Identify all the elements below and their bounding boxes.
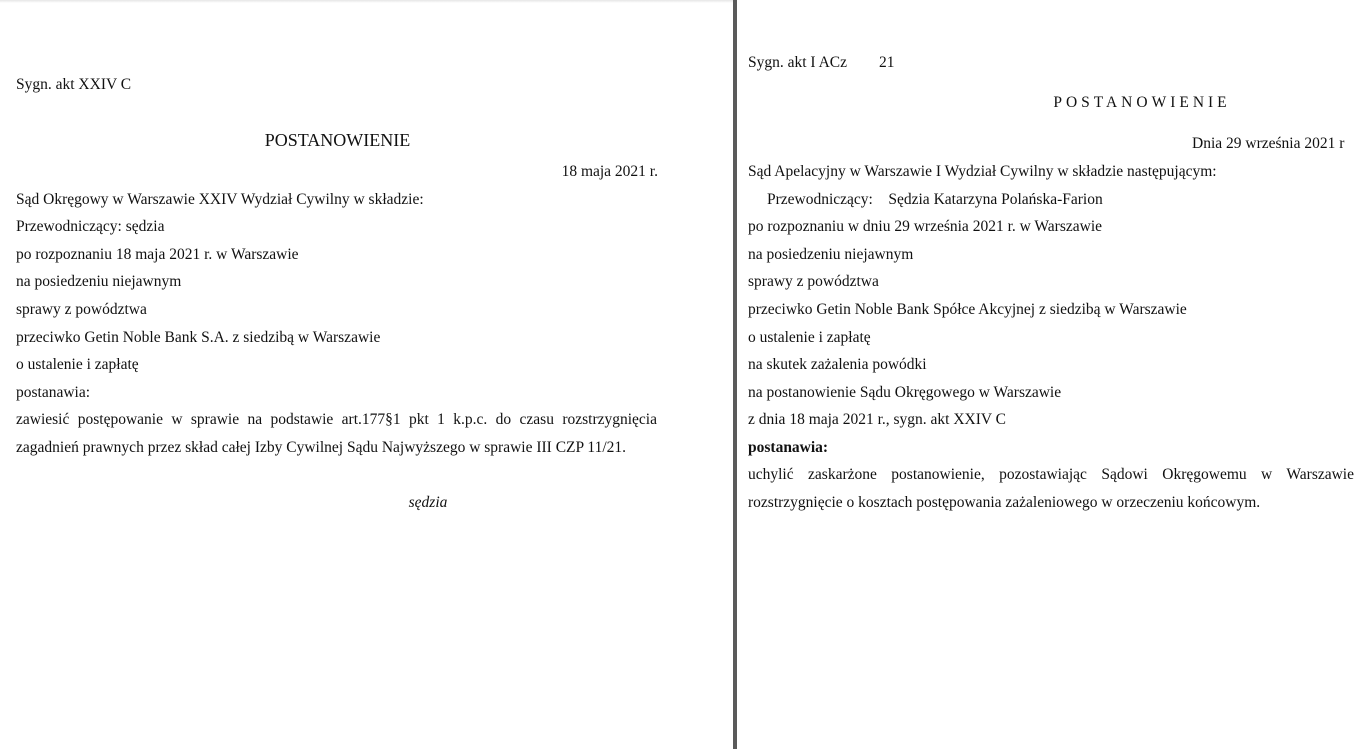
presiding-judge: [767, 191, 1103, 209]
presiding-name: Sędzia Katarzyna Polańska-Farion: [888, 191, 1103, 208]
ruling-line-1: uchylić zaskarżone postanowienie, pozostawiając Sądowi Okręgowemu w Warszawie: [748, 466, 1354, 483]
hearing-info: po rozpoznaniu 18 maja 2021 r. w Warszawie: [16, 246, 299, 263]
claim-line: sprawy z powództwa: [16, 301, 147, 318]
ruling-line-2: zagadnień prawnych przez skład całej Izby Cywilnej Sądu Najwyższego w sprawie III CZP 11/21.: [16, 439, 627, 456]
appealed-decision-line: na postanowienie Sądu Okręgowego w Warszawie: [748, 384, 1062, 401]
case-number: Sygn. akt XXIV C: [16, 76, 132, 93]
ruling-line-2: rozstrzygnięcie o kosztach postępowania zażaleniowego w orzeczeniu końcowym.: [748, 494, 1261, 511]
session-type: na posiedzeniu niejawnym: [16, 273, 182, 290]
document-title: POSTANOWIENIE: [1053, 94, 1231, 111]
decides-label: postanawia:: [748, 439, 829, 456]
presiding-judge: Przewodniczący: sędzia: [16, 218, 165, 235]
court-composition: Sąd Apelacyjny w Warszawie I Wydział Cywilny w składzie następującym:: [748, 163, 1217, 180]
case-number-suffix: 21: [879, 54, 895, 71]
document-date: Dnia 29 września 2021 r: [1192, 135, 1345, 152]
page-top-shadow: [0, 0, 733, 3]
defendant-line: przeciwko Getin Noble Bank S.A. z siedzibą w Warszawie: [16, 329, 381, 346]
document-page-right: [740, 0, 1354, 749]
decides-label: postanawia:: [16, 384, 91, 401]
subject-line: o ustalenie i zapłatę: [16, 356, 139, 373]
ruling-line-1: zawiesić postępowanie w sprawie na podstawie art.177§1 pkt 1 k.p.c. do czasu rozstrzygnięcia: [16, 411, 657, 428]
signature: sędzia: [408, 494, 448, 511]
appeal-line: na skutek zażalenia powódki: [748, 356, 927, 373]
claim-line: sprawy z powództwa: [748, 273, 879, 290]
document-date: 18 maja 2021 r.: [561, 163, 658, 180]
presiding-label: Przewodniczący:: [767, 191, 873, 208]
subject-line: o ustalenie i zapłatę: [748, 329, 871, 346]
case-number: [748, 54, 895, 72]
court-composition: Sąd Okręgowy w Warszawie XXIV Wydział Cywilny w składzie:: [16, 191, 424, 208]
session-type: na posiedzeniu niejawnym: [748, 246, 914, 263]
hearing-info: po rozpoznaniu w dniu 29 września 2021 r. w Warszawie: [748, 218, 1103, 235]
page-divider: [733, 0, 740, 749]
defendant-line: przeciwko Getin Noble Bank Spółce Akcyjnej z siedzibą w Warszawie: [748, 301, 1187, 318]
case-number-prefix: Sygn. akt I ACz: [748, 54, 848, 71]
document-title: POSTANOWIENIE: [264, 130, 411, 150]
decision-reference: z dnia 18 maja 2021 r., sygn. akt XXIV C: [748, 411, 1007, 428]
